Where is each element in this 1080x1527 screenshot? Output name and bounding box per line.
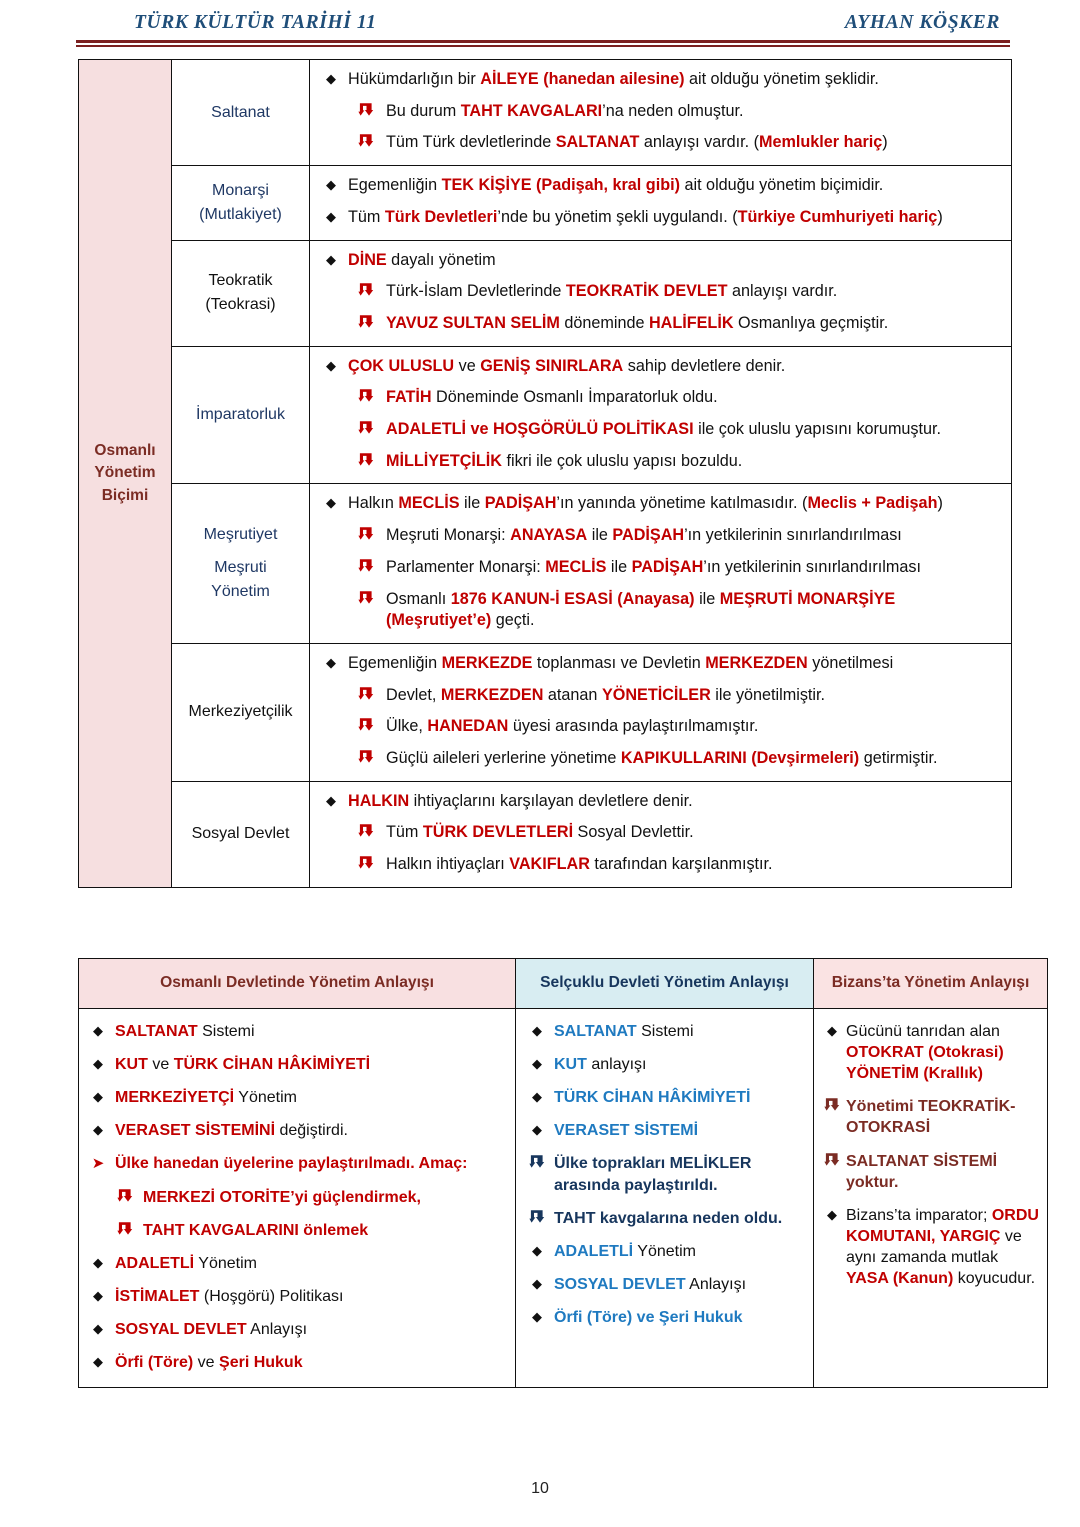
- diamond-bullet-icon: ◆: [93, 1354, 103, 1370]
- list-item-text: ADALETLİ Yönetim: [115, 1254, 257, 1272]
- table-header-row: [79, 959, 1048, 1009]
- diamond-bullet-icon: ◆: [532, 1275, 542, 1291]
- list-bullet: [81, 1287, 115, 1304]
- list-bullet: [520, 1055, 554, 1072]
- list-item: [314, 653, 1001, 675]
- list-item-text: Örfi (Töre) ve Şeri Hukuk: [115, 1354, 303, 1372]
- curved-arrow-icon: [358, 314, 374, 330]
- list-item: [314, 250, 1001, 272]
- diamond-bullet-icon: ◆: [93, 1320, 103, 1336]
- list-item-text: Egemenliğin MERKEZDE toplanması ve Devletin MERKEZDEN yönetilmesi: [348, 653, 894, 672]
- curved-arrow-icon: [117, 1221, 133, 1237]
- list-bullet: [818, 1152, 846, 1169]
- list-item-text: Osmanlı 1876 KANUN-İ ESASİ (Anayasa) ile MEŞRUTİ MONARŞİYE (Meşrutiyet’e) geçti.: [386, 589, 896, 630]
- list-item-text: Bizans’ta imparator; ORDU KOMUTANI, YARGIÇ ve aynı zamanda mutlak YASA (Kanun) koyucudur.: [846, 1206, 1039, 1288]
- list-item: [81, 1352, 507, 1373]
- list-item-text: Ülke, HANEDAN üyesi arasında paylaştırılmamıştır.: [386, 717, 759, 736]
- list-bullet: [346, 314, 386, 331]
- list-item-text: SALTANAT SİSTEMİ yoktur.: [846, 1152, 998, 1191]
- list-bullet: [314, 208, 348, 225]
- diamond-bullet-icon: ◆: [827, 1023, 837, 1038]
- list-item-text: Tüm Türk Devletleri’nde bu yönetim şekli uygulandı. (Türkiye Cumhuriyeti hariç): [348, 207, 943, 226]
- list-item-text: KUT anlayışı: [554, 1056, 647, 1074]
- curved-arrow-icon: [358, 717, 374, 733]
- curved-arrow-icon: [824, 1152, 840, 1168]
- list-bullet: [314, 70, 348, 87]
- arrowhead-bullet-icon: ➤: [91, 1155, 105, 1173]
- list-item: [314, 313, 1001, 335]
- list-item: [314, 748, 1001, 770]
- list-item: [520, 1153, 805, 1195]
- list-bullet: [520, 1308, 554, 1325]
- list-item: [818, 1096, 1039, 1138]
- curved-arrow-icon: [358, 749, 374, 765]
- list-bullet: [346, 282, 386, 299]
- curved-arrow-icon: [358, 420, 374, 436]
- list-item: [520, 1120, 805, 1141]
- list-item-text: VERASET SİSTEMİ: [554, 1122, 699, 1140]
- list-bullet: [314, 654, 348, 671]
- diamond-bullet-icon: ◆: [93, 1056, 103, 1072]
- yonetim-type-label: Merkeziyetçilik: [188, 703, 293, 721]
- list-item: [314, 175, 1001, 197]
- list-bullet: [520, 1209, 554, 1226]
- yonetim-type-label: Saltanat: [211, 103, 270, 121]
- list-bullet: [81, 1088, 115, 1105]
- list-item: [314, 387, 1001, 409]
- diamond-bullet-icon: ◆: [93, 1023, 103, 1038]
- yonetim-detail-cell: [310, 166, 1012, 240]
- list-item: [314, 716, 1001, 738]
- list-bullet: [81, 1254, 115, 1271]
- list-item: [81, 1187, 507, 1208]
- yonetim-type-label: Teokratik (Teokrasi): [205, 272, 276, 314]
- list-item: [818, 1151, 1039, 1193]
- yonetim-type-label: Monarşi (Mutlakiyet): [199, 181, 282, 223]
- list-bullet: [520, 1154, 554, 1171]
- list-item: [314, 451, 1001, 473]
- list-item-text: Tüm Türk devletlerinde SALTANAT anlayışı vardır. (Memlukler hariç): [386, 133, 888, 152]
- diamond-bullet-icon: ◆: [93, 1254, 103, 1270]
- header-author-right: AYHAN KÖŞKER: [844, 12, 1000, 33]
- diamond-bullet-icon: ◆: [326, 251, 336, 267]
- curved-arrow-icon: [824, 1097, 840, 1113]
- list-item-text: Devlet, MERKEZDEN atanan YÖNETİCİLER ile yönetilmiştir.: [386, 685, 826, 704]
- list-item: [314, 557, 1001, 579]
- list-item-text: Güçlü aileleri yerlerine yönetime KAPIKULLARINI (Devşirmeleri) getirmiştir.: [386, 749, 938, 768]
- yonetim-detail-cell: [310, 643, 1012, 781]
- list-item: [520, 1241, 805, 1262]
- list-bullet: [107, 1188, 143, 1205]
- column-header-osmanli: Osmanlı Devletinde Yönetim Anlayışı: [79, 959, 516, 1009]
- list-item-text: Egemenliğin TEK KİŞİYE (Padişah, kral gibi) ait olduğu yönetim biçimidir.: [348, 176, 884, 195]
- list-item-text: ADALETLİ Yönetim: [554, 1242, 696, 1260]
- list-item: [818, 1021, 1039, 1084]
- list-item-text: Halkın MECLİS ile PADİŞAH’ın yanında yönetime katılmasıdır. (Meclis + Padişah): [348, 494, 943, 513]
- yonetim-detail-cell: [310, 781, 1012, 887]
- yonetim-type-cell: [172, 484, 310, 644]
- yonetim-detail-cell: [310, 484, 1012, 644]
- list-item-text: Parlamenter Monarşi: MECLİS ile PADİŞAH’ın yetkilerinin sınırlandırılması: [386, 557, 921, 576]
- list-bullet: [818, 1022, 846, 1039]
- list-item-text: Hükümdarlığın bir AİLEYE (hanedan ailesine) ait olduğu yönetim şeklidir.: [348, 70, 879, 88]
- diamond-bullet-icon: ◆: [532, 1056, 542, 1072]
- diamond-bullet-icon: ◆: [326, 495, 336, 511]
- list-bullet: [314, 494, 348, 511]
- list-item: [314, 685, 1001, 707]
- yonetim-type-cell: [172, 60, 310, 166]
- list-item-text: Gücünü tanrıdan alan OTOKRAT (Otokrasi) YÖNETİM (Krallık): [846, 1023, 1004, 1083]
- diamond-bullet-icon: ◆: [93, 1287, 103, 1303]
- yonetim-type-cell: [172, 643, 310, 781]
- list-item-text: SOSYAL DEVLET Anlayışı: [554, 1275, 747, 1293]
- list-item: [818, 1205, 1039, 1289]
- diamond-bullet-icon: ◆: [93, 1089, 103, 1105]
- yonetim-detail-cell: [310, 346, 1012, 484]
- list-bullet: [81, 1121, 115, 1138]
- list-item: [314, 207, 1001, 229]
- diamond-bullet-icon: ◆: [326, 792, 336, 808]
- column-header-selcuklu: Selçuklu Devleti Yönetim Anlayışı: [516, 959, 814, 1009]
- table-row: [79, 346, 1012, 484]
- list-bullet: [314, 251, 348, 268]
- yonetim-type-label: Meşrutiyet Meşruti Yönetim: [203, 526, 278, 601]
- curved-arrow-icon: [358, 282, 374, 298]
- diamond-bullet-icon: ◆: [326, 654, 336, 670]
- list-item: [314, 854, 1001, 876]
- header-divider-rule: [76, 40, 1010, 47]
- list-item: [81, 1319, 507, 1340]
- list-item: [520, 1274, 805, 1295]
- curved-arrow-icon: [358, 686, 374, 702]
- table-body-row: [79, 1009, 1048, 1388]
- list-bullet: [314, 792, 348, 809]
- list-item: [314, 101, 1001, 123]
- list-item-text: ADALETLİ ve HOŞGÖRÜLÜ POLİTİKASI ile çok uluslu yapısını korumuştur.: [386, 420, 942, 439]
- yonetim-type-cell: [172, 240, 310, 346]
- list-bullet: [520, 1275, 554, 1292]
- list-item: [314, 791, 1001, 813]
- list-bullet: [346, 855, 386, 872]
- table-row: [79, 240, 1012, 346]
- list-item: [314, 419, 1001, 441]
- table-row: [79, 643, 1012, 781]
- list-item-text: YAVUZ SULTAN SELİM döneminde HALİFELİK Osmanlıya geçmiştir.: [386, 313, 889, 332]
- yonetim-type-cell: [172, 166, 310, 240]
- list-item-text: SOSYAL DEVLET Anlayışı: [115, 1320, 308, 1338]
- table-row: [79, 166, 1012, 240]
- curved-arrow-icon: [358, 102, 374, 118]
- yonetim-detail-cell: [310, 60, 1012, 166]
- list-item: [81, 1220, 507, 1241]
- curved-arrow-icon: [358, 855, 374, 871]
- list-bullet: [346, 717, 386, 734]
- list-item: [314, 281, 1001, 303]
- list-item-text: Ülke hanedan üyelerine paylaştırılmadı. Amaç:: [115, 1155, 468, 1173]
- section-label-cell: [79, 60, 172, 888]
- list-item-text: Bu durum TAHT KAVGALARI’na neden olmuştur.: [386, 101, 744, 120]
- list-bullet: [818, 1097, 846, 1114]
- list-item-text: Meşruti Monarşi: ANAYASA ile PADİŞAH’ın yetkilerinin sınırlandırılması: [386, 526, 902, 545]
- list-item: [81, 1021, 507, 1042]
- list-bullet: [520, 1088, 554, 1105]
- curved-arrow-icon: [358, 388, 374, 404]
- list-item-text: FATİH Döneminde Osmanlı İmparatorluk oldu.: [386, 388, 718, 407]
- list-bullet: [81, 1353, 115, 1370]
- list-bullet: [520, 1121, 554, 1138]
- list-item-text: Yönetimi TEOKRATİK-OTOKRASİ: [846, 1098, 1016, 1137]
- table-row: [79, 60, 1012, 166]
- yonetim-type-cell: [172, 781, 310, 887]
- list-item-text: MERKEZİYETÇİ Yönetim: [115, 1089, 297, 1107]
- list-item-text: Halkın ihtiyaçları VAKIFLAR tarafından karşılanmıştır.: [386, 855, 773, 874]
- diamond-bullet-icon: ◆: [93, 1122, 103, 1138]
- diamond-bullet-icon: ◆: [532, 1308, 542, 1324]
- comparison-table: [78, 958, 1048, 1388]
- diamond-bullet-icon: ◆: [532, 1089, 542, 1105]
- list-bullet: [520, 1022, 554, 1039]
- list-item-text: VERASET SİSTEMİNİ değiştirdi.: [115, 1122, 348, 1140]
- list-bullet: [346, 133, 386, 150]
- curved-arrow-icon: [358, 526, 374, 542]
- list-item-text: TAHT kavgalarına neden oldu.: [554, 1209, 783, 1227]
- list-item: [520, 1307, 805, 1328]
- list-bullet: [107, 1221, 143, 1238]
- table-row: [79, 484, 1012, 644]
- list-bullet: [346, 420, 386, 437]
- list-bullet: [346, 823, 386, 840]
- diamond-bullet-icon: ◆: [532, 1242, 542, 1258]
- curved-arrow-icon: [358, 558, 374, 574]
- list-item: [81, 1286, 507, 1307]
- curved-arrow-icon: [529, 1209, 545, 1225]
- list-item: [81, 1120, 507, 1141]
- list-item-text: MERKEZİ OTORİTE’yi güçlendirmek,: [143, 1188, 421, 1206]
- list-item: [314, 822, 1001, 844]
- list-item: [81, 1087, 507, 1108]
- diamond-bullet-icon: ◆: [326, 71, 336, 86]
- yonetim-type-cell: [172, 346, 310, 484]
- list-item: [81, 1054, 507, 1075]
- diamond-bullet-icon: ◆: [827, 1206, 837, 1222]
- curved-arrow-icon: [117, 1188, 133, 1204]
- yonetim-detail-cell: [310, 240, 1012, 346]
- bizans-list-cell: [814, 1009, 1048, 1388]
- list-item: [81, 1253, 507, 1274]
- list-item-text: Tüm TÜRK DEVLETLERİ Sosyal Devlettir.: [386, 823, 694, 842]
- yonetim-type-label: İmparatorluk: [196, 406, 285, 424]
- list-item: [314, 356, 1001, 378]
- table-row: [79, 781, 1012, 887]
- list-bullet: [314, 176, 348, 193]
- list-item: [314, 589, 1001, 632]
- list-item-text: TAHT KAVGALARINI önlemek: [143, 1221, 369, 1239]
- list-item: [520, 1208, 805, 1229]
- osmanli-yonetim-bicimi-table: [78, 59, 1012, 888]
- diamond-bullet-icon: ◆: [532, 1122, 542, 1138]
- list-item-text: SALTANAT Sistemi: [554, 1023, 694, 1040]
- curved-arrow-icon: [358, 452, 374, 468]
- section-label-text: Osmanlı Yönetim Biçimi: [94, 441, 156, 504]
- list-item: [314, 493, 1001, 515]
- yonetim-type-label: Sosyal Devlet: [191, 825, 290, 843]
- list-item: [520, 1021, 805, 1042]
- list-bullet: [314, 357, 348, 374]
- list-item-text: HALKIN ihtiyaçlarını karşılayan devletlere denir.: [348, 791, 693, 810]
- page-header: [78, 8, 1008, 48]
- list-item-text: ÇOK ULUSLU ve GENİŞ SINIRLARA sahip devletlere denir.: [348, 356, 786, 375]
- list-bullet: [81, 1022, 115, 1039]
- list-bullet: [81, 1154, 115, 1174]
- list-item: [520, 1087, 805, 1108]
- diamond-bullet-icon: ◆: [326, 208, 336, 224]
- list-bullet: [818, 1206, 846, 1223]
- curved-arrow-icon: [358, 590, 374, 606]
- list-item-text: Örfi (Töre) ve Şeri Hukuk: [554, 1308, 743, 1326]
- list-item: [314, 132, 1001, 154]
- header-title-left: TÜRK KÜLTÜR TARİHİ 11: [134, 12, 377, 33]
- list-bullet: [81, 1320, 115, 1337]
- list-item-text: Ülke toprakları MELİKLER arasında paylaştırıldı.: [554, 1155, 752, 1194]
- list-item-text: SALTANAT Sistemi: [115, 1023, 255, 1040]
- curved-arrow-icon: [358, 133, 374, 149]
- selcuklu-list-cell: [516, 1009, 814, 1388]
- list-item: [314, 69, 1001, 91]
- list-bullet: [346, 526, 386, 543]
- diamond-bullet-icon: ◆: [532, 1023, 542, 1038]
- page-number: 10: [531, 1480, 549, 1497]
- list-item-text: KUT ve TÜRK CİHAN HÂKİMİYETİ: [115, 1056, 371, 1074]
- list-item-text: İSTİMALET (Hoşgörü) Politikası: [115, 1287, 344, 1305]
- list-bullet: [346, 452, 386, 469]
- list-item-text: DİNE dayalı yönetim: [348, 250, 496, 269]
- list-bullet: [346, 749, 386, 766]
- list-bullet: [346, 388, 386, 405]
- list-bullet: [346, 558, 386, 575]
- list-item: [314, 525, 1001, 547]
- curved-arrow-icon: [529, 1154, 545, 1170]
- list-item-text: MİLLİYETÇİLİK fikri ile çok uluslu yapısı bozuldu.: [386, 451, 743, 470]
- curved-arrow-icon: [358, 823, 374, 839]
- list-bullet: [346, 686, 386, 703]
- diamond-bullet-icon: ◆: [326, 177, 336, 193]
- list-bullet: [346, 590, 386, 607]
- list-bullet: [346, 102, 386, 119]
- list-bullet: [520, 1242, 554, 1259]
- osmanli-list-cell: [79, 1009, 516, 1388]
- diamond-bullet-icon: ◆: [326, 357, 336, 373]
- list-item-text: TÜRK CİHAN HÂKİMİYETİ: [554, 1089, 751, 1107]
- list-item: [81, 1153, 507, 1174]
- column-header-bizans: Bizans’ta Yönetim Anlayışı: [814, 959, 1048, 1009]
- list-item: [520, 1054, 805, 1075]
- list-item-text: Türk-İslam Devletlerinde TEOKRATİK DEVLET anlayışı vardır.: [386, 282, 838, 301]
- list-bullet: [81, 1055, 115, 1072]
